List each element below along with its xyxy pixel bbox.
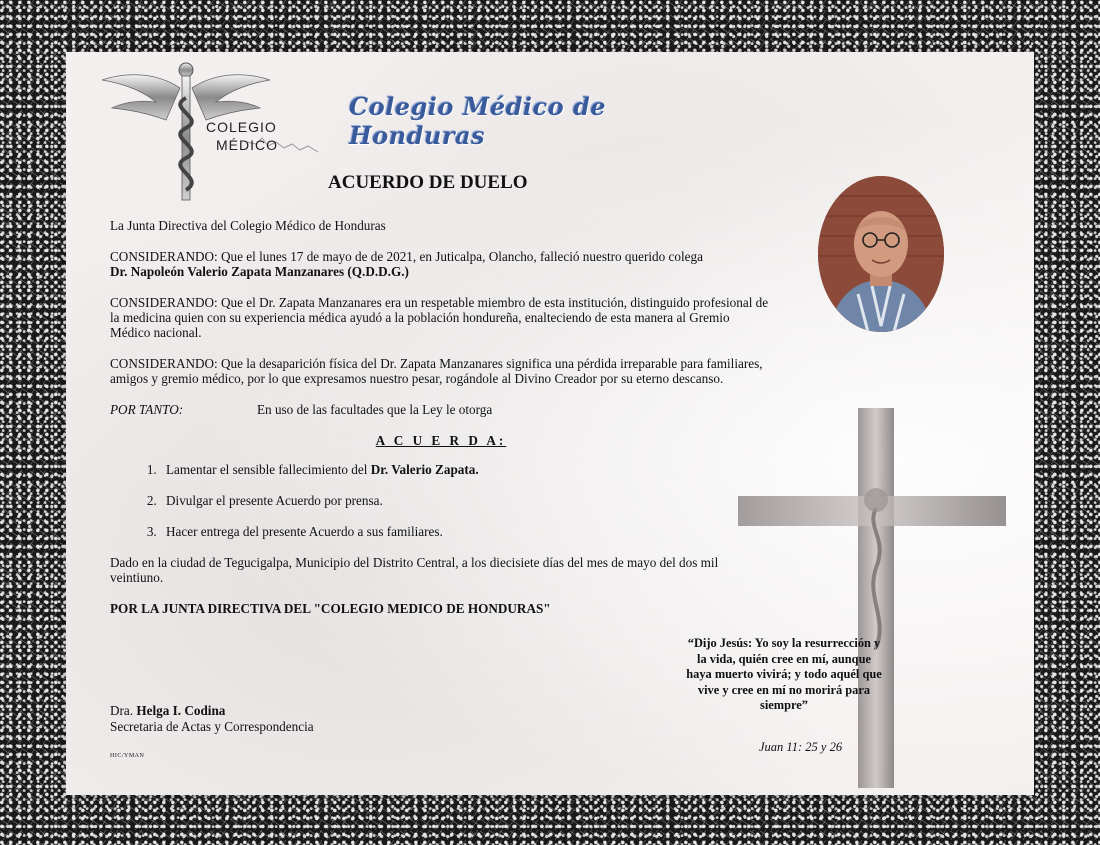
signature-role: Secretaria de Actas y Correspondencia (110, 719, 314, 734)
list-item: 2. Divulgar el presente Acuerdo por prensa. (160, 493, 772, 508)
por-tanto-row (110, 402, 772, 417)
signature-prefix: Dra. (110, 703, 137, 718)
acuerda-heading: A C U E R D A: (375, 433, 507, 448)
closing-line: POR LA JUNTA DIRECTIVA DEL "COLEGIO MEDICO DE HONDURAS" (110, 601, 551, 616)
bible-verse: “Dijo Jesús: Yo soy la resurrección y la vida, quién cree en mí, aunque haya muerto vivirá; y todo aquél que vive y cree en mí no morirá para siempre” (686, 636, 882, 712)
considerando-3: CONSIDERANDO: Que la desaparición física del Dr. Zapata Manzanares significa una pérdida irreparable para familiares, amigos y gremio médico, por lo que expresamos nuestro pesar, rogándole al Divino Creador por su eterno descanso. (110, 356, 763, 386)
logo-text-colegio: COLEGIO (206, 119, 277, 135)
logo-text-medico: MÉDICO (216, 137, 278, 153)
document-body (110, 218, 772, 616)
item-1-name: Dr. Valerio Zapata. (370, 462, 479, 477)
document-initials: HIC/YMAN (110, 753, 145, 759)
crucifix-image (738, 408, 1008, 788)
item-1-text: Lamentar el sensible fallecimiento del (166, 462, 371, 477)
deceased-name: Dr. Napoleón Valerio Zapata Manzanares (Q.D.D.G.) (110, 264, 409, 279)
list-item (160, 462, 772, 477)
considerando-1 (110, 249, 772, 279)
document-paper (66, 52, 1034, 795)
signature-block (110, 703, 314, 735)
signature-name: Helga I. Codina (136, 703, 226, 718)
deceased-photo (818, 176, 944, 332)
institution-banner: Colegio Médico de Honduras (349, 92, 607, 150)
list-item: 3. Hacer entrega del presente Acuerdo a sus familiares. (160, 524, 772, 539)
verse-reference: Juan 11: 25 y 26 (759, 740, 843, 754)
por-tanto-label: POR TANTO: (110, 402, 184, 417)
por-tanto-text: En uso de las facultades que la Ley le otorga (257, 402, 493, 417)
colegio-medico-logo (96, 58, 326, 208)
dado-paragraph: Dado en la ciudad de Tegucigalpa, Municipio del Distrito Central, a los diecisiete días del mes de mayo del dos mil veintiuno. (110, 555, 719, 585)
intro-paragraph: La Junta Directiva del Colegio Médico de Honduras (110, 218, 386, 233)
resolution-list (110, 462, 772, 539)
considerando-1-text: CONSIDERANDO: Que el lunes 17 de mayo de de 2021, en Juticalpa, Olancho, falleció nuestro querido colega (110, 249, 703, 264)
considerando-2: CONSIDERANDO: Que el Dr. Zapata Manzanares era un respetable miembro de esta institución, distinguido profesional de la medicina quien con su experiencia médica ayudó a la población hondureña, enalteciendo de esta manera al Gremio Médico nacional. (110, 295, 769, 340)
document-title: ACUERDO DE DUELO (328, 172, 528, 193)
cross-icon (738, 408, 1008, 788)
portrait-illustration (818, 176, 944, 332)
